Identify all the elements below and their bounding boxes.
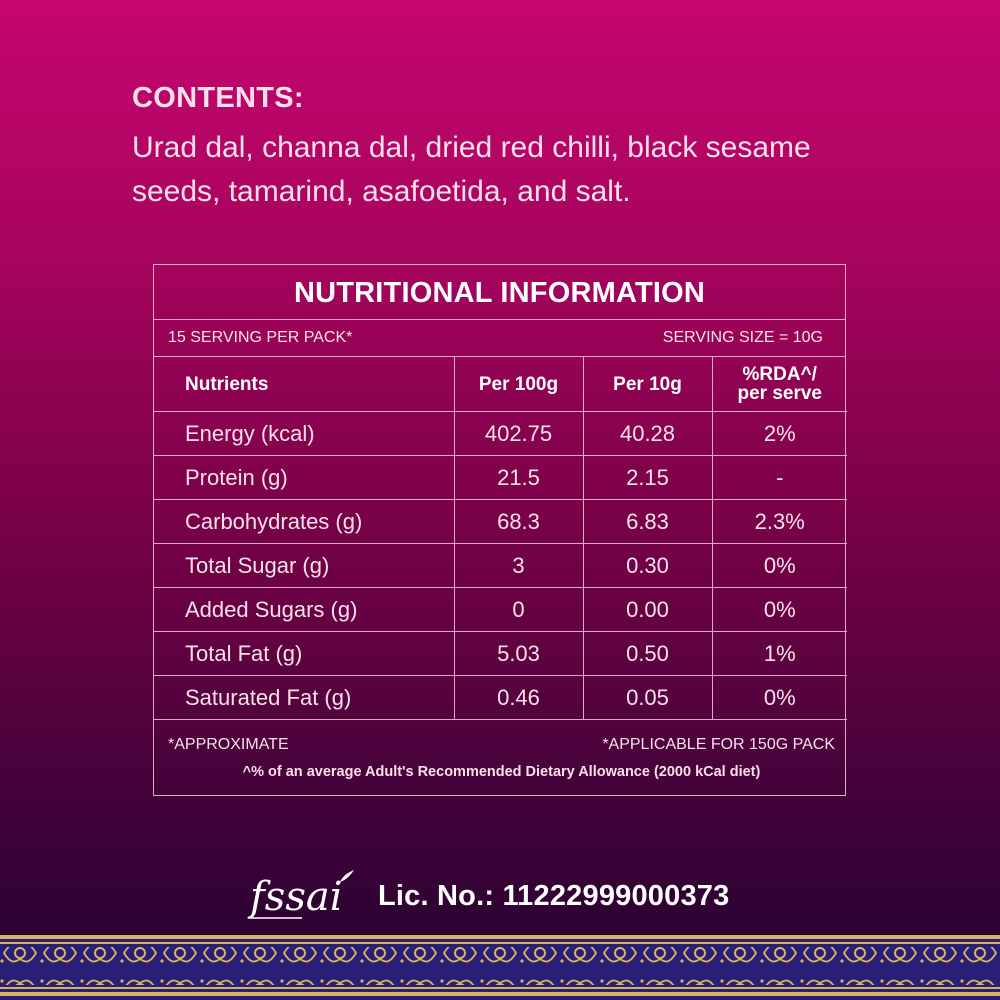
table-row bbox=[154, 676, 847, 720]
nutrient-rda: - bbox=[712, 456, 847, 500]
header-rda-line1: %RDA^/ bbox=[742, 364, 817, 385]
header-per-10g: Per 10g bbox=[583, 357, 712, 412]
nutrition-title: NUTRITIONAL INFORMATION bbox=[154, 265, 845, 320]
footnote-pack-size: *APPLICABLE FOR 150G PACK bbox=[602, 736, 835, 753]
nutrient-per-100g: 0 bbox=[454, 588, 583, 632]
table-row bbox=[154, 456, 847, 500]
license-number: Lic. No.: 11222999000373 bbox=[378, 879, 730, 912]
nutrient-per-10g: 0.50 bbox=[583, 632, 712, 676]
nutrient-rda: 0% bbox=[712, 588, 847, 632]
table-row bbox=[154, 588, 847, 632]
nutrient-name: Added Sugars (g) bbox=[154, 588, 454, 632]
table-row bbox=[154, 412, 847, 456]
nutrient-per-10g: 0.00 bbox=[583, 588, 712, 632]
nutrition-table bbox=[154, 357, 847, 720]
table-row bbox=[154, 632, 847, 676]
table-header-row bbox=[154, 357, 847, 412]
header-nutrients: Nutrients bbox=[154, 357, 454, 412]
license-section bbox=[244, 866, 729, 926]
table-row bbox=[154, 500, 847, 544]
footnote-approximate: *APPROXIMATE bbox=[168, 736, 289, 753]
nutrient-per-100g: 3 bbox=[454, 544, 583, 588]
footnote-row bbox=[168, 734, 835, 756]
nutrient-per-100g: 21.5 bbox=[454, 456, 583, 500]
nutrient-name: Carbohydrates (g) bbox=[154, 500, 454, 544]
nutrient-name: Energy (kcal) bbox=[154, 412, 454, 456]
header-rda bbox=[712, 357, 847, 412]
nutrient-rda: 2% bbox=[712, 412, 847, 456]
footnote-rda: ^% of an average Adult's Recommended Dietary Allowance (2000 kCal diet) bbox=[242, 764, 761, 780]
nutrient-per-10g: 0.05 bbox=[583, 676, 712, 720]
nutrient-per-100g: 5.03 bbox=[454, 632, 583, 676]
nutrient-per-10g: 40.28 bbox=[583, 412, 712, 456]
nutrient-rda: 0% bbox=[712, 676, 847, 720]
contents-heading: CONTENTS: bbox=[132, 82, 304, 114]
table-row bbox=[154, 544, 847, 588]
servings-per-pack: 15 SERVING PER PACK* bbox=[168, 329, 353, 346]
decorative-border bbox=[0, 935, 1000, 1000]
nutrient-rda: 1% bbox=[712, 632, 847, 676]
nutrient-name: Saturated Fat (g) bbox=[154, 676, 454, 720]
nutrient-per-10g: 2.15 bbox=[583, 456, 712, 500]
serving-size: SERVING SIZE = 10G bbox=[662, 329, 823, 346]
nutrient-name: Protein (g) bbox=[154, 456, 454, 500]
nutrient-per-10g: 6.83 bbox=[583, 500, 712, 544]
nutrition-panel bbox=[153, 264, 846, 796]
nutrient-per-100g: 402.75 bbox=[454, 412, 583, 456]
svg-text:fssai: fssai bbox=[250, 874, 343, 920]
nutrient-name: Total Fat (g) bbox=[154, 632, 454, 676]
nutrient-rda: 0% bbox=[712, 544, 847, 588]
fssai-logo-icon bbox=[244, 868, 360, 924]
ornamental-pattern-icon bbox=[0, 935, 1000, 1000]
nutrient-rda: 2.3% bbox=[712, 500, 847, 544]
nutrient-name: Total Sugar (g) bbox=[154, 544, 454, 588]
nutrient-per-10g: 0.30 bbox=[583, 544, 712, 588]
contents-section bbox=[132, 78, 892, 214]
serving-info-row bbox=[154, 320, 845, 357]
contents-ingredients: Urad dal, channa dal, dried red chilli, black sesame seeds, tamarind, asafoetida, and salt. bbox=[132, 131, 811, 208]
footnotes bbox=[154, 720, 845, 785]
header-rda-line2: per serve bbox=[737, 383, 822, 404]
header-per-100g: Per 100g bbox=[454, 357, 583, 412]
nutrient-per-100g: 0.46 bbox=[454, 676, 583, 720]
nutrient-per-100g: 68.3 bbox=[454, 500, 583, 544]
